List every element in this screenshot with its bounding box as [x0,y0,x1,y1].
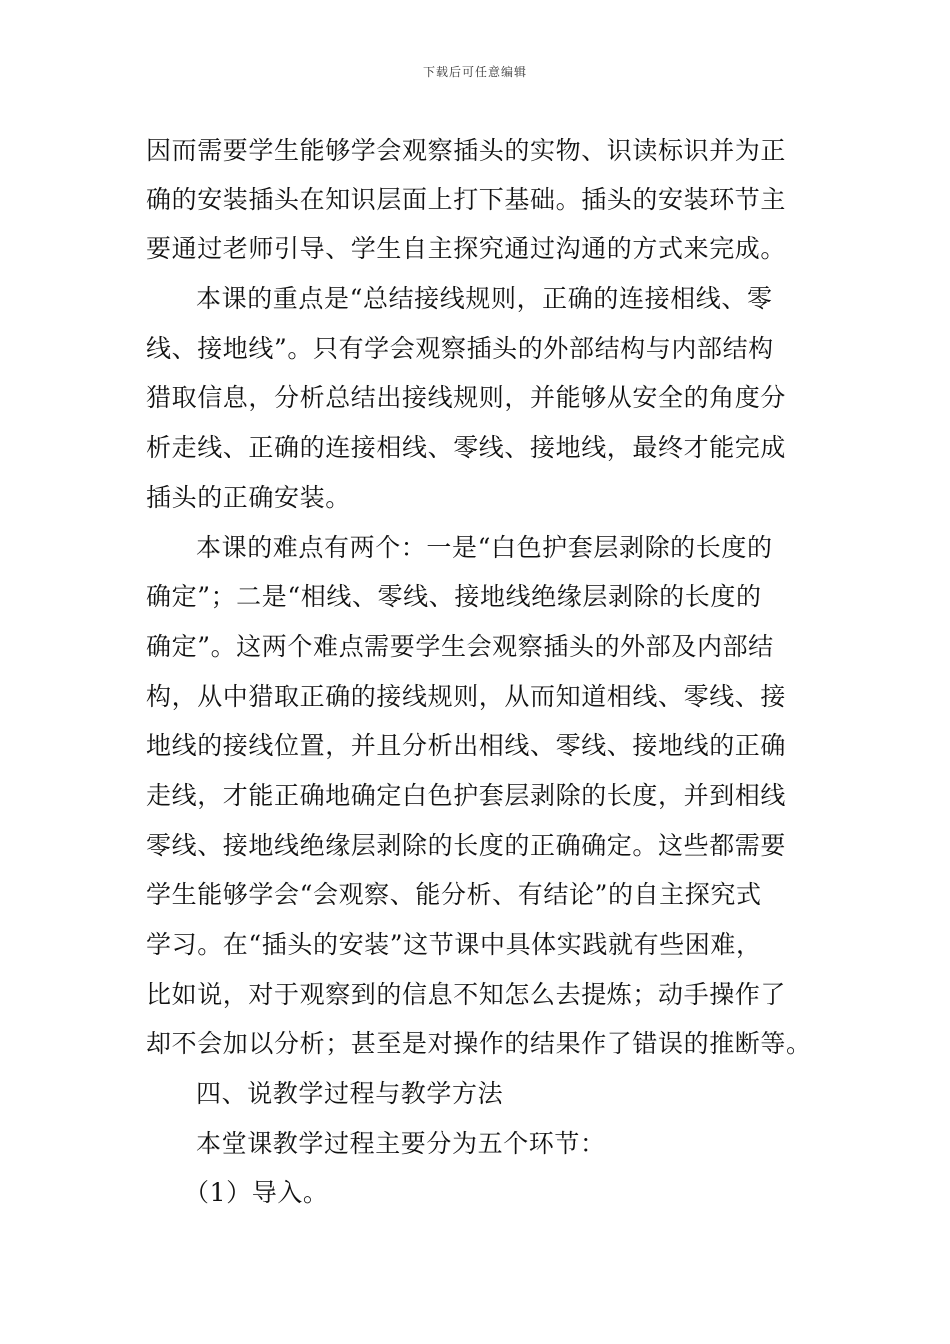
section-heading: 四、说教学过程与教学方法 [196,1079,504,1108]
text-line: 地线的接线位置，并且分析出相线、零线、接地线的正确 [146,731,787,760]
text-line: 零线、接地线绝缘层剥除的长度的正确确定。这些都需要 [146,831,787,860]
text-line: 构，从中猎取正确的接线规则，从而知道相线、零线、接 [146,682,787,711]
text-line: 走线，才能正确地确定白色护套层剥除的长度，并到相线 [146,781,787,810]
text-line: 本课的难点有两个：一是“白色护套层剥除的长度的 [196,533,773,562]
text-line: 猎取信息，分析总结出接线规则，并能够从安全的角度分 [146,383,787,412]
page-header: 下载后可任意编辑 [422,65,527,79]
text-line: 本堂课教学过程主要分为五个环节： [196,1129,606,1158]
text-line: 线、接地线”。只有学会观察插头的外部结构与内部结构 [146,334,774,363]
text-line: 本课的重点是“总结接线规则，正确的连接相线、零 [196,284,773,313]
text-line: 因而需要学生能够学会观察插头的实物、识读标识并为正 [146,136,787,165]
text-line: 学习。在“插头的安装”这节课中具体实践就有些困难， [146,930,762,959]
text-line: 确定”；二是“相线、零线、接地线绝缘层剥除的长度的 [146,582,762,611]
list-item: （1）导入。 [184,1178,329,1207]
text-line: 确的安装插头在知识层面上打下基础。插头的安装环节主 [146,185,787,214]
text-line: 学生能够学会“会观察、能分析、有结论”的自主探究式 [146,880,762,909]
text-line: 比如说，对于观察到的信息不知怎么去提炼；动手操作了 [146,980,787,1009]
text-line: 确定”。这两个难点需要学生会观察插头的外部及内部结 [146,632,774,661]
text-line: 插头的正确安装。 [146,483,351,512]
text-line: 却不会加以分析；甚至是对操作的结果作了错误的推断等。 [146,1029,812,1058]
text-line: 析走线、正确的连接相线、零线、接地线，最终才能完成 [146,433,787,462]
text-line: 要通过老师引导、学生自主探究通过沟通的方式来完成。 [146,234,787,263]
